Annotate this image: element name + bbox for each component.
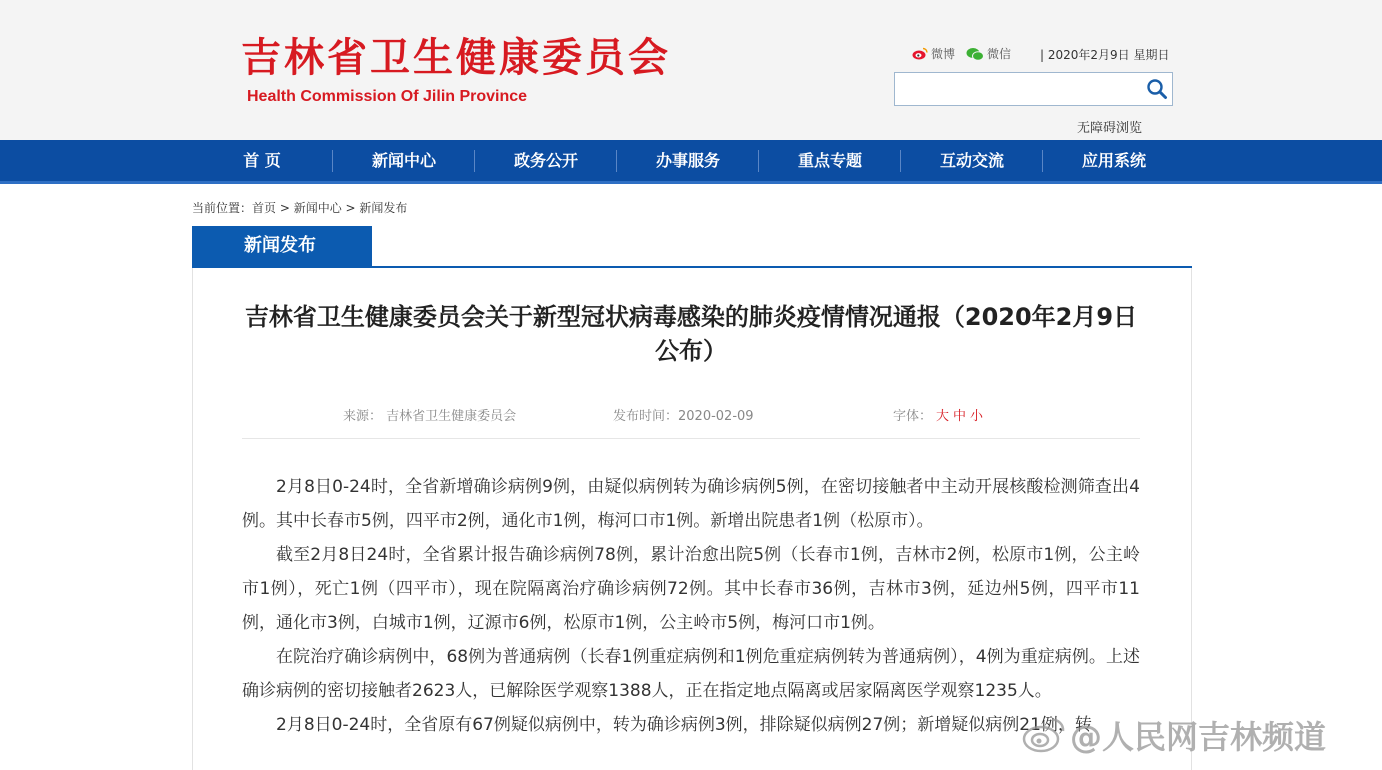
article-paragraph: 2月8日0-24时，全省新增确诊病例9例，由疑似病例转为确诊病例5例，在密切接触者中主动开展核酸检测筛查出4例。其中长春市5例，四平市2例，通化市1例，梅河口市1例。新增出院患者1例（松原市）。 bbox=[242, 477, 1140, 531]
breadcrumb-separator: > bbox=[341, 201, 360, 215]
search-icon bbox=[1146, 78, 1168, 100]
font-size-small-button[interactable]: 小 bbox=[970, 409, 984, 424]
watermark bbox=[1022, 712, 1326, 758]
article-paragraph: 截至2月8日24时，全省累计报告确诊病例78例，累计治愈出院5例（长春市1例，吉林市2例，松原市1例，公主岭市1例），死亡1例（四平市），现在院隔离治疗确诊病例72例。其中长春市36例，吉林市3例，延边州5例，四平市11例，通化市3例，白城市1例，辽源市6例，松原市1例，公主岭市5例，梅河口市1例。 bbox=[242, 545, 1140, 633]
nav-special-topics[interactable]: 重点专题 bbox=[797, 151, 862, 170]
nav-news-center[interactable]: 新闻中心 bbox=[371, 151, 436, 170]
search-input[interactable] bbox=[895, 73, 1135, 105]
breadcrumb-home[interactable]: 首页 bbox=[252, 201, 277, 215]
nav-applications[interactable]: 应用系统 bbox=[1081, 151, 1146, 170]
nav-interaction[interactable]: 互动交流 bbox=[939, 151, 1004, 170]
article-title: 吉林省卫生健康委员会关于新型冠状病毒感染的肺炎疫情情况通报（2020年2月9日公布） bbox=[244, 303, 1138, 365]
font-size-controls bbox=[893, 405, 983, 424]
breadcrumb-news-center[interactable]: 新闻中心 bbox=[293, 201, 342, 215]
wechat-icon bbox=[966, 47, 984, 61]
nav-services[interactable]: 办事服务 bbox=[655, 151, 720, 170]
accessibility-link[interactable]: 无障碍浏览 bbox=[1077, 121, 1143, 136]
site-header bbox=[0, 0, 1382, 140]
breadcrumb-prefix: 当前位置： bbox=[192, 201, 253, 215]
site-logo-cn[interactable]: 吉林省卫生健康委员会 bbox=[241, 35, 671, 81]
article-paragraph: 在院治疗确诊病例中，68例为普通病例（长春1例重症病例和1例危重症病例转为普通病例），4例为重症病例。上述确诊病例的密切接触者2623人，已解除医学观察1388人，正在指定地点隔离或居家隔离医学观察1235人。 bbox=[242, 647, 1140, 701]
nav-divider bbox=[900, 150, 901, 172]
nav-divider bbox=[332, 150, 333, 172]
breadcrumb-news-release[interactable]: 新闻发布 bbox=[359, 201, 408, 215]
section-title-tab: 新闻发布 bbox=[192, 226, 372, 266]
breadcrumb bbox=[192, 199, 407, 216]
wechat-label: 微信 bbox=[987, 47, 1012, 61]
main-nav bbox=[0, 140, 1382, 184]
watermark-text: @人民网吉林频道 bbox=[1070, 718, 1327, 756]
weibo-icon bbox=[912, 47, 928, 60]
article-publish-time: 发布时间：2020-02-09 bbox=[613, 409, 754, 424]
article-source: 来源： 吉林省卫生健康委员会 bbox=[343, 409, 517, 424]
weibo-link[interactable] bbox=[912, 45, 955, 62]
font-size-medium-button[interactable]: 中 bbox=[953, 409, 967, 424]
article-body bbox=[242, 470, 1140, 742]
weibo-icon bbox=[1022, 717, 1066, 753]
nav-government-affairs[interactable]: 政务公开 bbox=[513, 151, 578, 170]
article-paragraph: 2月8日0-24时，全省原有67例疑似病例中，转为确诊病例3例，排除疑似病例27例；新增疑似病例21例，转 bbox=[276, 715, 1092, 735]
nav-home[interactable]: 首 页 bbox=[243, 151, 281, 170]
wechat-link[interactable] bbox=[966, 45, 1011, 62]
font-size-large-button[interactable]: 大 bbox=[936, 409, 950, 424]
breadcrumb-separator: > bbox=[276, 201, 294, 215]
nav-divider bbox=[474, 150, 475, 172]
nav-divider bbox=[616, 150, 617, 172]
weibo-label: 微博 bbox=[931, 47, 956, 61]
site-logo-en: Health Commission Of Jilin Province bbox=[247, 88, 528, 105]
current-date: | 2020年2月9日 星期日 bbox=[1040, 48, 1170, 62]
font-size-label: 字体： bbox=[893, 409, 933, 424]
meta-divider bbox=[242, 438, 1140, 439]
nav-divider bbox=[1042, 150, 1043, 172]
search-box bbox=[894, 72, 1173, 106]
search-button[interactable] bbox=[1146, 78, 1168, 100]
nav-divider bbox=[758, 150, 759, 172]
